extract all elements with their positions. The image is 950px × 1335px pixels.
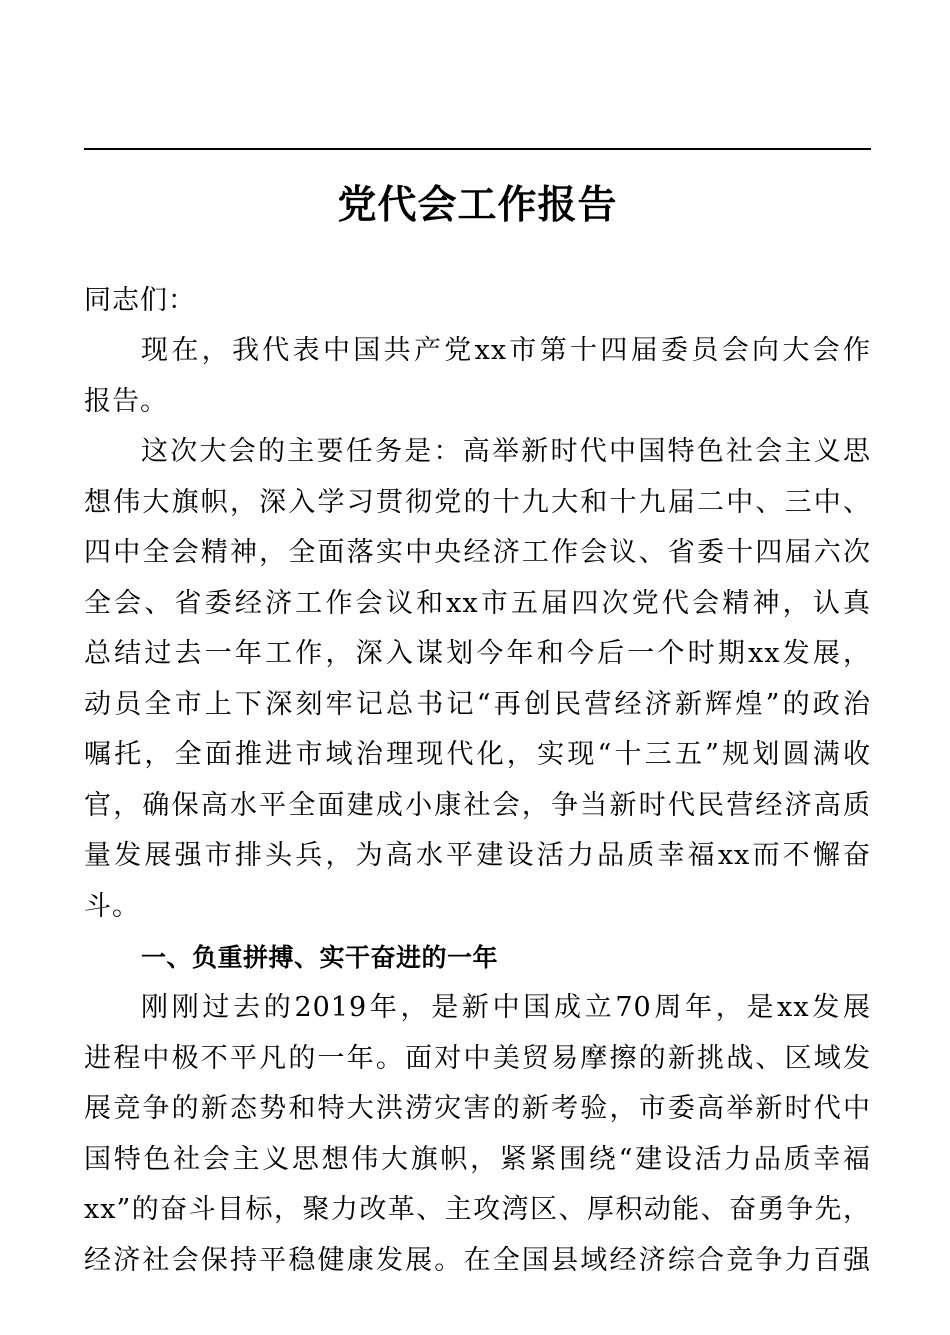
paragraph-line: 量发展强市排头兵，为高水平建设活力品质幸福xx而不懈奋 [84, 840, 871, 871]
paragraph-line: 这次大会的主要任务是：高举新时代中国特色社会主义思 [141, 436, 871, 467]
paragraph-line: xx”的奋斗目标，聚力改革、主攻湾区、厚积动能、奋勇争先， [84, 1194, 871, 1225]
paragraph-line: 现在，我代表中国共产党xx市第十四届委员会向大会作 [141, 335, 871, 366]
paragraph-line: 总结过去一年工作，深入谋划今年和今后一个时期xx发展， [84, 638, 871, 669]
section-heading: 一、负重拼搏、实干奋进的一年 [141, 943, 499, 972]
paragraph-line: 国特色社会主义思想伟大旗帜，紧紧围绕“建设活力品质幸福 [84, 1144, 871, 1175]
header-rule [84, 148, 871, 150]
paragraph-line: 斗。 [84, 891, 140, 922]
paragraph-line: 进程中极不平凡的一年。面对中美贸易摩擦的新挑战、区域发 [84, 1043, 871, 1074]
paragraph-line: 刚刚过去的2019年，是新中国成立70周年，是xx发展 [141, 992, 871, 1023]
paragraph-line: 动员全市上下深刻牢记总书记“再创民营经济新辉煌”的政治 [84, 689, 871, 720]
paragraph-line: 嘱托，全面推进市域治理现代化，实现“十三五”规划圆满收 [84, 739, 871, 770]
paragraph-line: 展竞争的新态势和特大洪涝灾害的新考验，市委高举新时代中 [84, 1093, 871, 1124]
paragraph-line: 经济社会保持平稳健康发展。在全国县域经济综合竞争力百强 [84, 1245, 871, 1276]
paragraph-line: 全会、省委经济工作会议和xx市五届四次党代会精神，认真 [84, 588, 871, 619]
paragraph-line: 官，确保高水平全面建成小康社会，争当新时代民营经济高质 [84, 790, 871, 821]
salutation: 同志们： [84, 285, 196, 316]
paragraph-line: 四中全会精神，全面落实中央经济工作会议、省委十四届六次 [84, 537, 871, 568]
paragraph-line: 报告。 [84, 386, 168, 417]
paragraph-line: 想伟大旗帜，深入学习贯彻党的十九大和十九届二中、三中、 [84, 487, 871, 518]
document-title: 党代会工作报告 [337, 183, 618, 228]
